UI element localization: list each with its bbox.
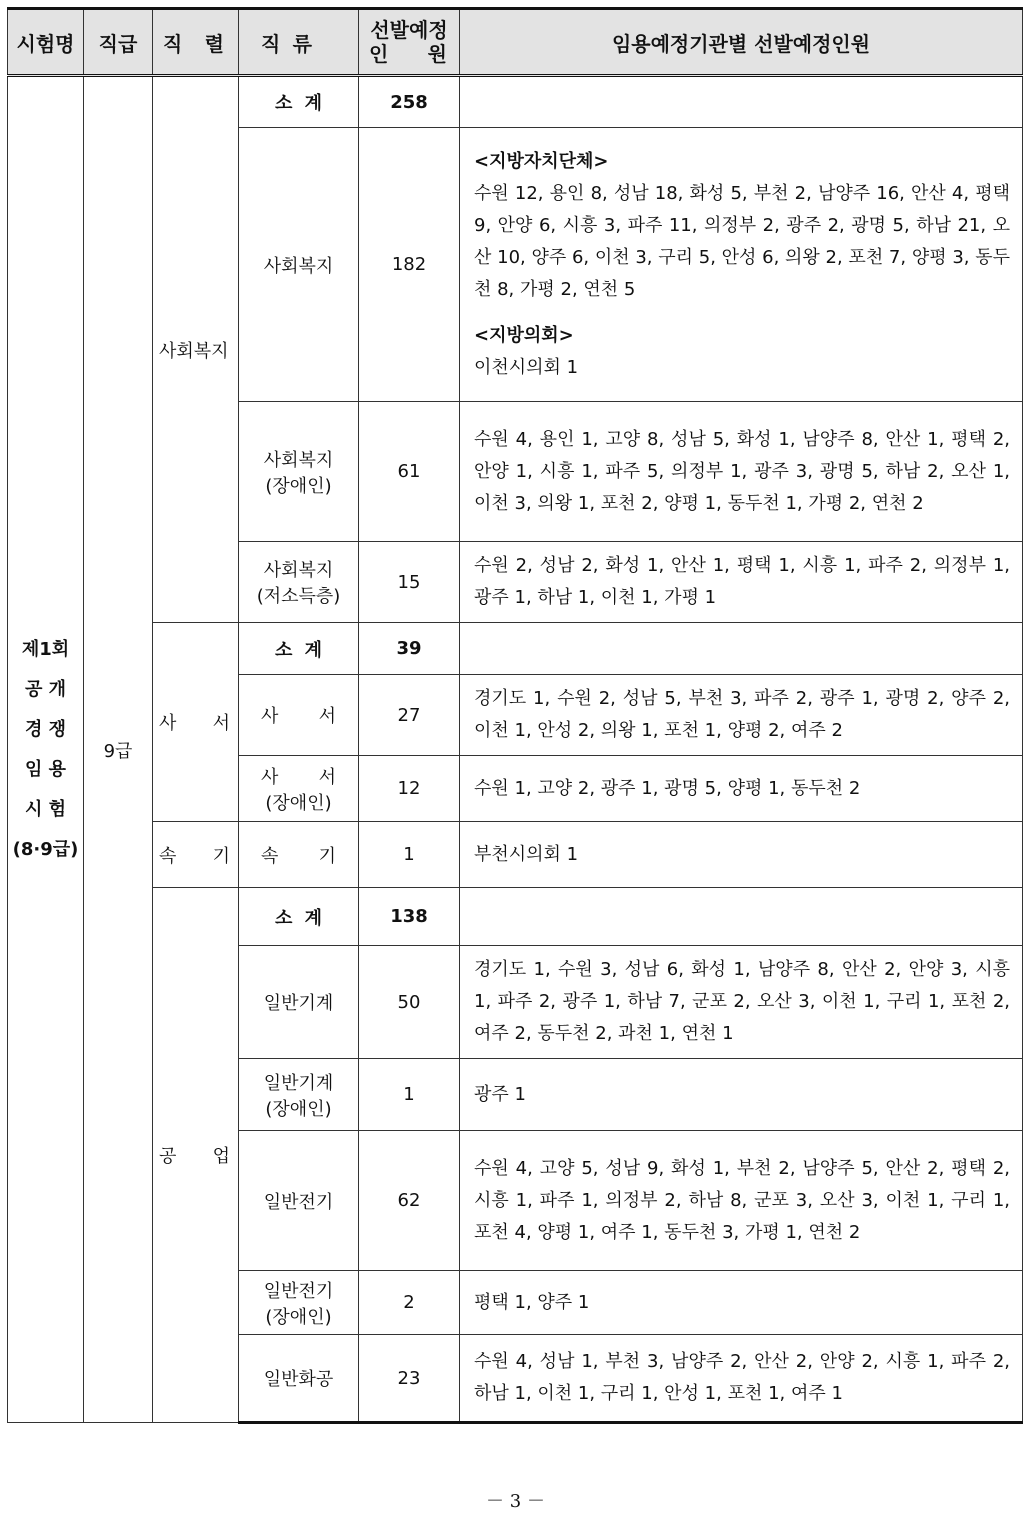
page-number: － 3 － xyxy=(486,1491,545,1512)
subtotal-label-welfare-1: 소 xyxy=(275,93,293,114)
grade-cell: 9급 xyxy=(84,76,153,1423)
class-electrical: 일반전기 xyxy=(239,1131,359,1271)
subtotal-welfare-agencies xyxy=(460,76,1023,128)
class-machinery-disabled xyxy=(239,1059,359,1131)
series-librarian xyxy=(153,623,239,822)
header-grade: 직급 xyxy=(84,9,153,76)
class-librarian-disabled-2: 서 xyxy=(318,766,336,788)
subtotal-industry: 138 xyxy=(359,888,460,946)
series-welfare: 사회복지 xyxy=(153,76,239,623)
subtotal-label-librarian-2: 계 xyxy=(304,639,322,661)
header-count-2a: 인 xyxy=(369,42,389,66)
class-machinery-disabled-2: (장애인) xyxy=(265,1098,332,1120)
agencies-librarian: 경기도 1, 수원 2, 성남 5, 부천 3, 파주 2, 광주 1, 광명 2, 양주 2, 이천 1, 안성 2, 의왕 1, 포천 1, 양평 2, 여주 2 xyxy=(460,675,1023,756)
class-librarian-disabled-3: (장애인) xyxy=(265,792,332,814)
agencies-welfare xyxy=(460,128,1023,402)
agencies-electrical-disabled: 평택 1, 양주 1 xyxy=(460,1271,1023,1335)
subtotal-librarian-agencies xyxy=(460,623,1023,675)
class-electrical-disabled xyxy=(239,1271,359,1335)
class-welfare-disabled-2: (장애인) xyxy=(265,475,332,497)
exam-name-5: 시 험 xyxy=(24,798,67,820)
local-gov-list: 수원 12, 용인 8, 성남 18, 화성 5, 부천 2, 남양주 16, 안산 4, 평택 9, 안양 6, 시흥 3, 파주 11, 의정부 2, 광주 2, 광명 5, 하남 21, 오산 10, 양주 6, 이천 3, 구리 5, 안성 6, 의왕 2, 포천 7, 양평 3, 동두천 8, 가평 2, 연천 5 xyxy=(474,182,1010,300)
header-count-2b: 원 xyxy=(427,42,447,66)
class-welfare-disabled xyxy=(239,402,359,542)
exam-name-3: 경 쟁 xyxy=(24,718,67,740)
count-electrical: 62 xyxy=(359,1131,460,1271)
council-heading: <지방의회> xyxy=(474,324,574,346)
series-librarian-2: 서 xyxy=(212,713,230,734)
council-list: 이천시의회 1 xyxy=(474,356,579,378)
count-librarian: 27 xyxy=(359,675,460,756)
class-welfare-lowincome-2: (저소득층) xyxy=(256,586,341,607)
header-series xyxy=(153,9,239,76)
class-librarian-2: 서 xyxy=(318,706,336,727)
count-stenography: 1 xyxy=(359,822,460,888)
agencies-electrical: 수원 4, 고양 5, 성남 9, 화성 1, 부천 2, 남양주 5, 안산 2, 평택 2, 시흥 1, 파주 1, 의정부 2, 하남 8, 군포 3, 오산 3, 이천 1, 구리 1, 포천 4, 양평 1, 여주 1, 동두천 3, 가평 1, 연천 2 xyxy=(460,1131,1023,1271)
header-exam: 시험명 xyxy=(8,9,84,76)
exam-name-2: 공 개 xyxy=(24,678,67,700)
class-welfare-lowincome-1: 사회복지 xyxy=(263,560,334,581)
series-industry xyxy=(153,888,239,1423)
spacer xyxy=(474,306,1010,320)
count-machinery-disabled: 1 xyxy=(359,1059,460,1131)
agencies-machinery: 경기도 1, 수원 3, 성남 6, 화성 1, 남양주 8, 안산 2, 안양 3, 시흥 1, 파주 2, 광주 1, 하남 7, 군포 2, 오산 3, 이천 1, 구리 1, 포천 2, 여주 2, 동두천 2, 과천 1, 연천 1 xyxy=(460,946,1023,1059)
subtotal-industry-agencies xyxy=(460,888,1023,946)
exam-name-1: 제1회 xyxy=(21,638,70,660)
agencies-librarian-disabled: 수원 1, 고양 2, 광주 1, 광명 5, 양평 1, 동두천 2 xyxy=(460,756,1023,822)
count-welfare-lowincome: 15 xyxy=(359,542,460,623)
exam-name-6: (8·9급) xyxy=(12,838,79,860)
subtotal-label-welfare-2: 계 xyxy=(304,93,322,114)
header-class-2: 류 xyxy=(292,31,312,56)
class-electrical-disabled-1: 일반전기 xyxy=(263,1280,334,1302)
series-librarian-1: 사 xyxy=(159,713,177,734)
local-gov-heading: <지방자치단체> xyxy=(474,150,609,172)
subtotal-label-librarian xyxy=(239,623,359,675)
header-agencies: 임용예정기관별 선발예정인원 xyxy=(460,9,1023,76)
class-machinery-disabled-1: 일반기계 xyxy=(263,1072,334,1094)
header-count xyxy=(359,9,460,76)
subtotal-label-industry-1: 소 xyxy=(275,907,293,929)
header-series-2: 렬 xyxy=(204,31,224,56)
subtotal-label-welfare xyxy=(239,76,359,128)
class-electrical-disabled-2: (장애인) xyxy=(265,1306,332,1328)
class-welfare-disabled-1: 사회복지 xyxy=(263,449,334,471)
agencies-stenography: 부천시의회 1 xyxy=(460,822,1023,888)
series-industry-2: 업 xyxy=(212,1146,230,1167)
count-welfare-disabled: 61 xyxy=(359,402,460,542)
class-chemical: 일반화공 xyxy=(239,1335,359,1423)
agencies-chemical: 수원 4, 성남 1, 부천 3, 남양주 2, 안산 2, 안양 2, 시흥 1, 파주 2, 하남 1, 이천 1, 구리 1, 안성 1, 포천 1, 여주 1 xyxy=(460,1335,1023,1423)
count-machinery: 50 xyxy=(359,946,460,1059)
class-welfare: 사회복지 xyxy=(239,128,359,402)
count-chemical: 23 xyxy=(359,1335,460,1423)
class-welfare-lowincome xyxy=(239,542,359,623)
header-row xyxy=(8,9,1023,76)
subtotal-librarian: 39 xyxy=(359,623,460,675)
class-stenography xyxy=(239,822,359,888)
class-machinery: 일반기계 xyxy=(239,946,359,1059)
class-stenography-1: 속 xyxy=(261,845,279,867)
recruitment-table xyxy=(7,7,1023,1424)
class-librarian-disabled xyxy=(239,756,359,822)
exam-name-4: 임 용 xyxy=(24,758,67,780)
exam-name-cell xyxy=(8,76,84,1423)
subtotal-label-librarian-1: 소 xyxy=(275,639,293,661)
class-librarian xyxy=(239,675,359,756)
count-librarian-disabled: 12 xyxy=(359,756,460,822)
series-industry-1: 공 xyxy=(159,1146,177,1167)
agencies-machinery-disabled: 광주 1 xyxy=(460,1059,1023,1131)
subtotal-welfare: 258 xyxy=(359,76,460,128)
agencies-welfare-disabled: 수원 4, 용인 1, 고양 8, 성남 5, 화성 1, 남양주 8, 안산 1, 평택 2, 안양 1, 시흥 1, 파주 5, 의정부 1, 광주 3, 광명 5, 하남 2, 오산 1, 이천 3, 의왕 1, 포천 2, 양평 1, 동두천 1, 가평 2, 연천 2 xyxy=(460,402,1023,542)
count-welfare: 182 xyxy=(359,128,460,402)
series-stenography-1: 속 xyxy=(159,845,177,867)
header-series-1: 직 xyxy=(163,31,183,56)
subtotal-label-industry xyxy=(239,888,359,946)
agencies-welfare-lowincome: 수원 2, 성남 2, 화성 1, 안산 1, 평택 1, 시흥 1, 파주 2, 의정부 1, 광주 1, 하남 1, 이천 1, 가평 1 xyxy=(460,542,1023,623)
header-class xyxy=(239,9,359,76)
series-stenography xyxy=(153,822,239,888)
subtotal-label-industry-2: 계 xyxy=(304,907,322,929)
class-stenography-2: 기 xyxy=(318,845,336,867)
header-class-1: 직 xyxy=(261,31,281,56)
class-librarian-disabled-1: 사 xyxy=(261,766,279,788)
class-librarian-1: 사 xyxy=(261,706,279,727)
series-stenography-2: 기 xyxy=(212,845,230,867)
header-count-line1: 선발예정 xyxy=(370,18,448,42)
count-electrical-disabled: 2 xyxy=(359,1271,460,1335)
